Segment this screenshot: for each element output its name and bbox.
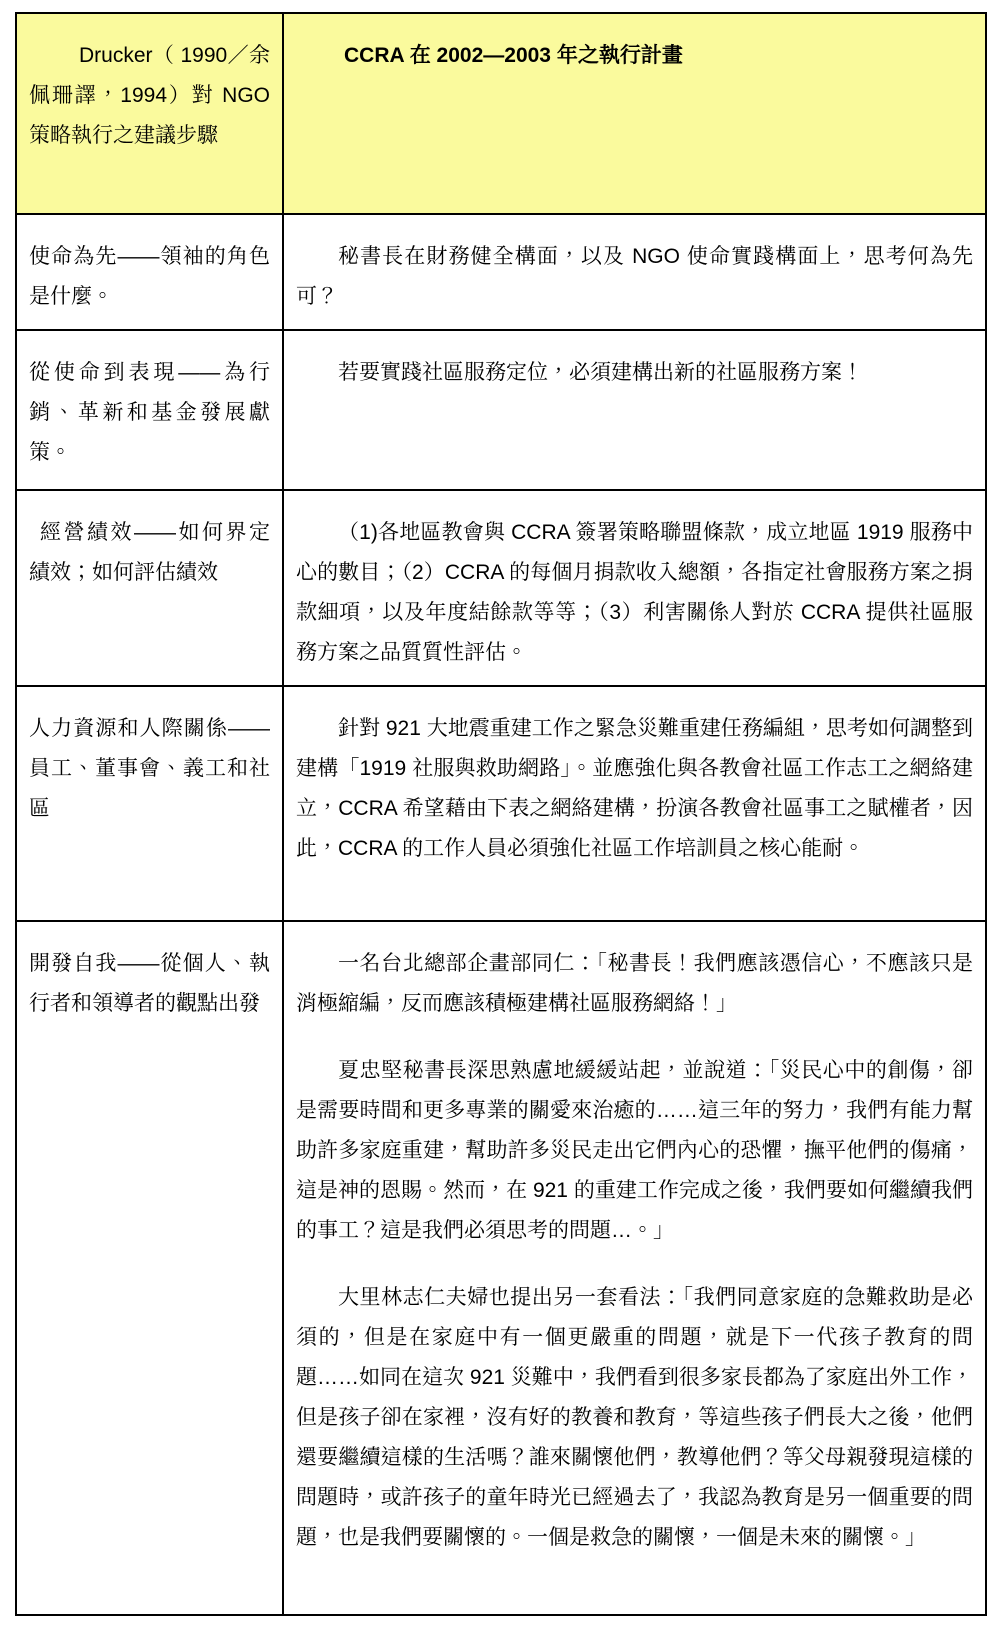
drucker-ccra-comparison-table [15,12,987,1616]
plan-paragraph: 一名台北總部企畫部同仁：「秘書長！我們應該憑信心，不應該只是消極縮編，反而應該積極建構社區服務網絡！」 [296,952,973,1015]
header-drucker-steps: Drucker（ 1990／余佩珊譯，1994）對 NGO 策略執行之建議步驟 [16,13,283,214]
drucker-step-cell [16,921,283,1615]
drucker-step-text: 使命為先——領袖的角色是什麼。 [29,245,270,308]
drucker-step-text: 從使命到表現——為行銷、革新和基金發展獻策。 [29,361,270,464]
ccra-plan-cell [283,330,986,490]
table-row [16,490,986,686]
plan-paragraph: 若要實踐社區服務定位，必須建構出新的社區服務方案！ [338,361,863,384]
header-ccra-plan: CCRA 在 2002—2003 年之執行計畫 [283,13,986,214]
table-header-row [16,13,986,214]
plan-paragraph: 秘書長在財務健全構面，以及 NGO 使命實踐構面上，思考何為先可？ [296,245,973,308]
drucker-step-text: 經營績效——如何界定績效；如何評估績效 [29,521,270,584]
plan-paragraph: 針對 921 大地震重建工作之緊急災難重建任務編組，思考如何調整到建構「1919 社服與救助網路」。並應強化與各教會社區工作志工之網絡建立，CCRA 希望藉由下表之網絡建構，扮演各教會社區事工之賦權者，因此，CCRA 的工作人員必須強化社區工作培訓員之核心能耐。 [296,717,973,860]
ccra-plan-cell [283,214,986,330]
drucker-step-cell [16,330,283,490]
table-row [16,330,986,490]
plan-paragraph: 大里林志仁夫婦也提出另一套看法：「我們同意家庭的急難救助是必須的，但是在家庭中有一個更嚴重的問題，就是下一代孩子教育的問題……如同在這次 921 災難中，我們看到很多家長都為了家庭出外工作，但是孩子卻在家裡，沒有好的教養和教育，等這些孩子們長大之後，他們還要繼續這樣的生活嗎？誰來關懷他們，教導他們？等父母親發現這樣的問題時，或許孩子的童年時光已經過去了，我認為教育是另一個重要的問題，也是我們要關懷的。一個是救急的關懷，一個是未來的關懷。」 [296,1286,973,1549]
drucker-step-text: 開發自我——從個人、執行者和領導者的觀點出發 [29,952,270,1015]
ccra-plan-cell [283,490,986,686]
ccra-plan-cell [283,921,986,1615]
ccra-plan-cell [283,686,986,921]
drucker-step-text: 人力資源和人際關係——員工、董事會、義工和社區 [29,717,270,820]
table-row [16,214,986,330]
drucker-step-cell [16,686,283,921]
plan-paragraph: （1)各地區教會與 CCRA 簽署策略聯盟條款，成立地區 1919 服務中心的數目；（2）CCRA 的每個月捐款收入總額，各指定社會服務方案之捐款細項，以及年度結餘款等等；（3）利害關係人對於 CCRA 提供社區服務方案之品質質性評估。 [296,521,973,664]
drucker-step-cell [16,214,283,330]
drucker-step-cell [16,490,283,686]
plan-paragraph: 夏忠堅秘書長深思熟慮地緩緩站起，並說道：「災民心中的創傷，卻是需要時間和更多專業的關愛來治癒的……這三年的努力，我們有能力幫助許多家庭重建，幫助許多災民走出它們內心的恐懼，撫平他們的傷痛，這是神的恩賜。然而，在 921 的重建工作完成之後，我們要如何繼續我們的事工？這是我們必須思考的問題…。」 [296,1059,973,1242]
table-row [16,921,986,1615]
table-row [16,686,986,921]
table-body [16,214,986,1615]
